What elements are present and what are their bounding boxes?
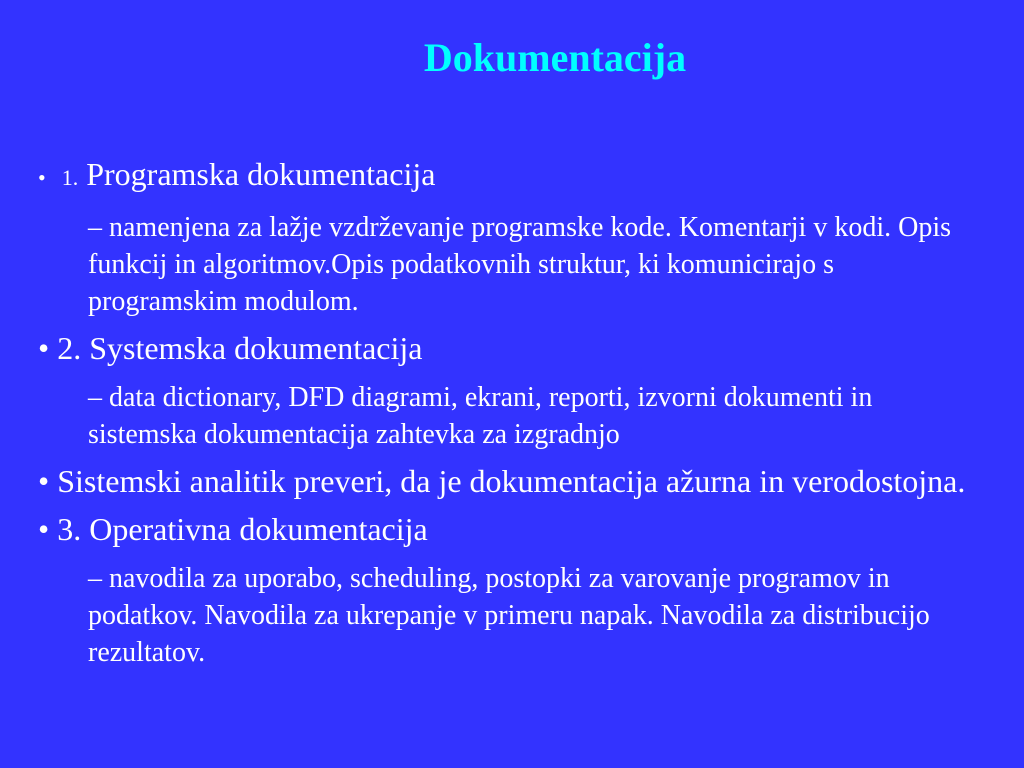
sub-programska: – namenjena za lažje vzdrževanje programske kode. Komentarji v kodi. Opis funkcij in algoritmov.Opis podatkovnih struktur, ki komunicirajo s programskim modulom. [88,212,952,317]
bullet-programska [38,154,988,198]
bullet-analitik: • Sistemski analitik preveri, da je dokumentacija ažurna in verodostojna. [38,463,966,499]
bullet-operativna: • 3. Operativna dokumentacija [38,511,428,547]
bullet-marker: • [38,165,46,190]
sub-systemska: – data dictionary, DFD diagrami, ekrani, reporti, izvorni dokumenti in sistemska dokumentacija zahtevka za izgradnjo [88,382,873,450]
slide-title: Dokumentacija [423,35,687,80]
bullet-systemska: • 2. Systemska dokumentacija [38,330,423,366]
bullet-number: 1. [61,165,79,190]
slide-body [38,154,988,671]
sub-operativna: – navodila za uporabo, scheduling, postopki za varovanje programov in podatkov. Navodila za ukrepanje v primeru napak. Navodila za distribucijo rezultatov. [88,563,930,668]
bullet-text: Programska dokumentacija [86,156,436,192]
